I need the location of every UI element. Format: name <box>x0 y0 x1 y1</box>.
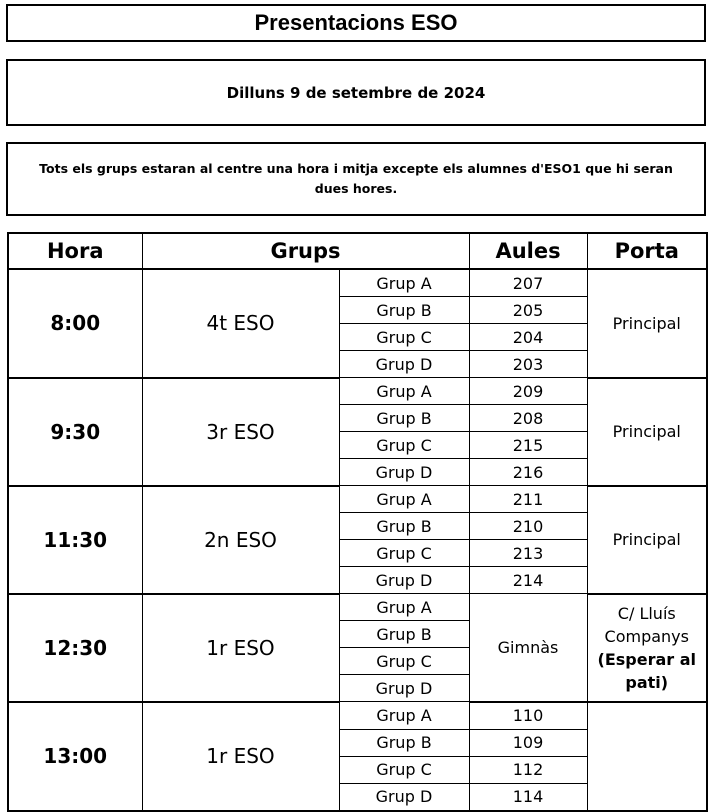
classroom-number: 209 <box>469 378 587 405</box>
header-aules: Aules <box>469 233 587 269</box>
session-door: Principal <box>587 378 707 486</box>
group-name: Grup D <box>339 783 469 811</box>
classroom-number: 210 <box>469 513 587 540</box>
classroom-number: 213 <box>469 540 587 567</box>
session-course: 4t ESO <box>142 269 339 378</box>
title-box <box>6 4 706 42</box>
classroom-number: 211 <box>469 486 587 513</box>
table-header-row <box>8 233 707 269</box>
header-grups: Grups <box>142 233 469 269</box>
date-box <box>6 59 706 126</box>
classroom-number: 204 <box>469 324 587 351</box>
classroom-number: 216 <box>469 459 587 486</box>
classroom-number: 207 <box>469 269 587 297</box>
session-course: 2n ESO <box>142 486 339 594</box>
group-name: Grup A <box>339 702 469 730</box>
table-row <box>8 594 707 621</box>
classroom-number: 208 <box>469 405 587 432</box>
classroom-number: 215 <box>469 432 587 459</box>
group-name: Grup C <box>339 540 469 567</box>
note-box <box>6 142 706 216</box>
group-name: Grup C <box>339 756 469 783</box>
group-name: Grup B <box>339 729 469 756</box>
door-instruction: (Esperar al pati) <box>597 649 697 692</box>
session-course: 1r ESO <box>142 702 339 811</box>
session-time: 12:30 <box>8 594 142 702</box>
classroom-number: 205 <box>469 297 587 324</box>
group-name: Grup C <box>339 324 469 351</box>
classroom-number: 214 <box>469 567 587 594</box>
session-door <box>587 594 707 702</box>
group-name: Grup C <box>339 432 469 459</box>
page-title: Presentacions ESO <box>254 10 458 35</box>
header-hora: Hora <box>8 233 142 269</box>
door-street-line2: Companys <box>604 626 689 646</box>
table-row <box>8 269 707 297</box>
session-time: 13:00 <box>8 702 142 811</box>
session-time: 9:30 <box>8 378 142 486</box>
session-door: Principal <box>587 486 707 594</box>
note-text: Tots els grups estaran al centre una hora i mitja excepte els alumnes d'ESO1 que hi seran dues hores. <box>39 161 673 196</box>
session-door <box>587 702 707 811</box>
header-porta: Porta <box>587 233 707 269</box>
classroom-number: 110 <box>469 702 587 730</box>
session-time: 11:30 <box>8 486 142 594</box>
classroom-number: 109 <box>469 729 587 756</box>
group-name: Grup D <box>339 567 469 594</box>
group-name: Grup B <box>339 513 469 540</box>
table-row <box>8 486 707 513</box>
group-name: Grup A <box>339 594 469 621</box>
classroom-number: 112 <box>469 756 587 783</box>
table-row <box>8 378 707 405</box>
classroom-number: 203 <box>469 351 587 378</box>
door-street-line1: C/ Lluís <box>617 603 676 623</box>
group-name: Grup D <box>339 351 469 378</box>
group-name: Grup A <box>339 486 469 513</box>
group-name: Grup C <box>339 648 469 675</box>
classroom-number: 114 <box>469 783 587 811</box>
group-name: Grup B <box>339 297 469 324</box>
group-name: Grup A <box>339 269 469 297</box>
group-name: Grup A <box>339 378 469 405</box>
group-name: Grup D <box>339 459 469 486</box>
session-course: 3r ESO <box>142 378 339 486</box>
schedule-table <box>7 232 708 812</box>
session-door: Principal <box>587 269 707 378</box>
session-time: 8:00 <box>8 269 142 378</box>
group-name: Grup B <box>339 405 469 432</box>
date-text: Dilluns 9 de setembre de 2024 <box>226 83 486 102</box>
group-name: Grup B <box>339 621 469 648</box>
table-row <box>8 702 707 730</box>
shared-classroom: Gimnàs <box>469 594 587 702</box>
group-name: Grup D <box>339 675 469 702</box>
session-course: 1r ESO <box>142 594 339 702</box>
